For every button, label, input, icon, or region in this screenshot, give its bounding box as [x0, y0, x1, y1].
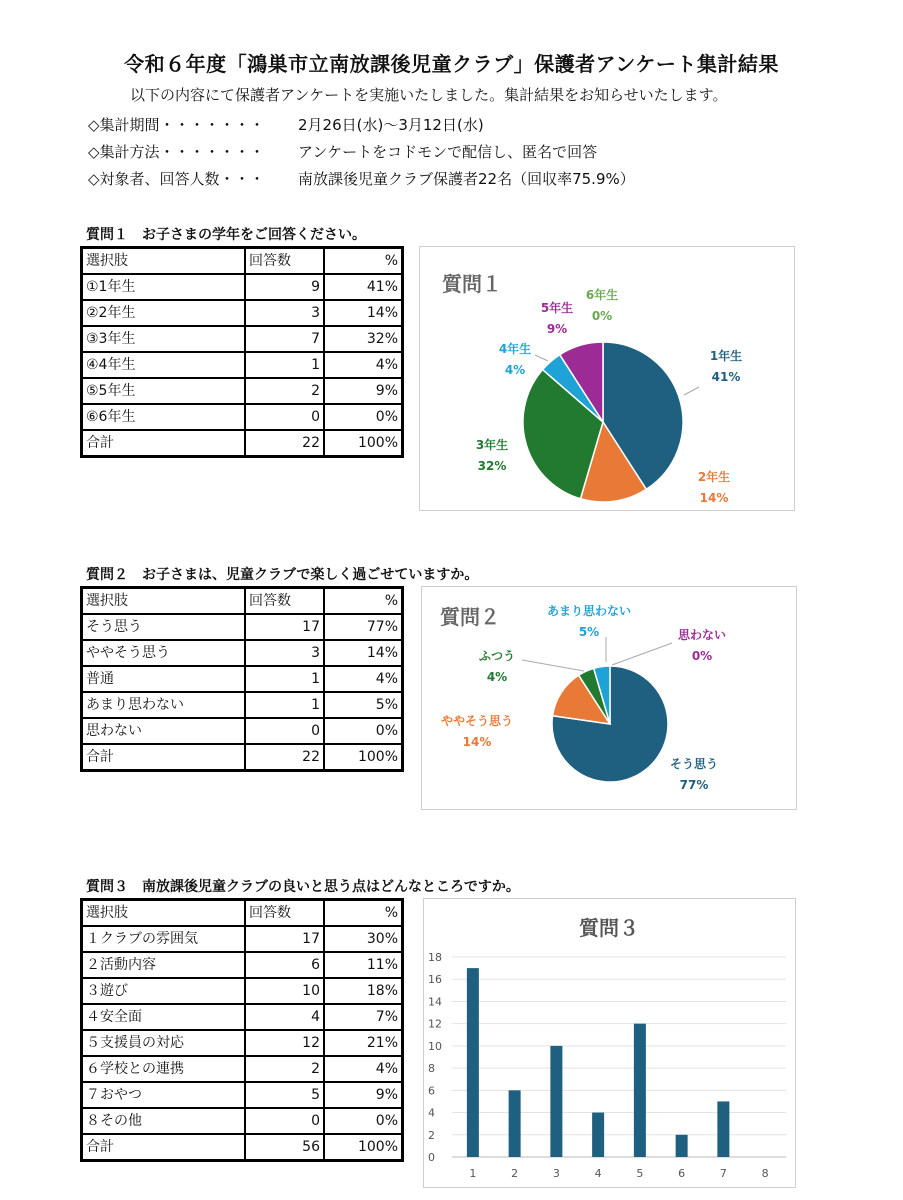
- slice-pct-label: 5%: [578, 625, 600, 639]
- slice-label: 1年生: [709, 349, 743, 363]
- cell-pct: 30%: [324, 926, 403, 952]
- cell-count: 6: [245, 952, 324, 978]
- cell-count: 7: [245, 326, 324, 352]
- q2-question: 質問２ お子さまは、児童クラブで楽しく過ごせていますか。: [86, 567, 479, 583]
- cell-option: ⑤5年生: [82, 378, 246, 404]
- y-tick-label: 12: [428, 1017, 442, 1031]
- cell-pct: 0%: [324, 718, 403, 744]
- info-target: [88, 168, 635, 189]
- q2-chart-panel: [421, 586, 797, 810]
- cell-pct: 18%: [324, 978, 403, 1004]
- cell-pct: 77%: [324, 614, 403, 640]
- slice-label: 6年生: [585, 288, 619, 302]
- cell-option: 合計: [82, 1134, 246, 1161]
- table-row: [82, 274, 403, 300]
- cell-pct: 14%: [324, 640, 403, 666]
- cell-option: あまり思わない: [82, 692, 246, 718]
- slice-pct-label: 14%: [699, 491, 729, 505]
- table-row: [82, 718, 403, 744]
- table-row: [82, 1030, 403, 1056]
- cell-pct: 32%: [324, 326, 403, 352]
- cell-count: 1: [245, 666, 324, 692]
- cell-count: 1: [245, 352, 324, 378]
- cell-count: 22: [245, 744, 324, 771]
- table-header-row: [82, 248, 403, 275]
- cell-pct: 7%: [324, 1004, 403, 1030]
- slice-label: 4年生: [498, 342, 532, 356]
- info-value: 2月26日(水)～3月12日(水): [298, 116, 484, 134]
- cell-option: １クラブの雰囲気: [82, 926, 246, 952]
- slice-pct-label: 0%: [591, 309, 613, 323]
- x-tick-label: 3: [552, 1167, 560, 1180]
- cell-option: 思わない: [82, 718, 246, 744]
- leader-line: [522, 660, 584, 671]
- y-tick-label: 10: [428, 1039, 442, 1053]
- cell-option: ４安全面: [82, 1004, 246, 1030]
- leader-line: [612, 643, 672, 665]
- table-row: [82, 1082, 403, 1108]
- y-tick-label: 18: [428, 951, 442, 964]
- q3-question: 質問３ 南放課後児童クラブの良いと思う点はどんなところですか。: [86, 879, 520, 895]
- y-tick-label: 14: [428, 995, 442, 1009]
- bar-1: [467, 968, 479, 1157]
- cell-option: ③3年生: [82, 326, 246, 352]
- cell-option: ６学校との連携: [82, 1056, 246, 1082]
- y-tick-label: 6: [428, 1084, 435, 1098]
- cell-count: 0: [245, 718, 324, 744]
- intro-text: 以下の内容にて保護者アンケートを実施いたしました。集計結果をお知らせいたします。: [130, 86, 728, 104]
- x-tick-label: 6: [678, 1167, 686, 1180]
- cell-option: ややそう思う: [82, 640, 246, 666]
- table-total-row: [82, 430, 403, 457]
- cell-pct: 21%: [324, 1030, 403, 1056]
- cell-pct: 100%: [324, 744, 403, 771]
- slice-label: あまり思わない: [546, 604, 632, 618]
- q1-question: 質問１ お子さまの学年をご回答ください。: [86, 227, 366, 243]
- header-cell: 選択肢: [82, 900, 246, 927]
- info-value: 南放課後児童クラブ保護者22名（回収率75.9%）: [298, 170, 635, 188]
- info-value: アンケートをコドモンで配信し、匿名で回答: [298, 143, 598, 161]
- table-row: [82, 692, 403, 718]
- table-row: [82, 952, 403, 978]
- table-row: [82, 666, 403, 692]
- x-tick-label: 5: [636, 1167, 644, 1180]
- cell-option: ８その他: [82, 1108, 246, 1134]
- table-row: [82, 326, 403, 352]
- header-cell: 選択肢: [82, 248, 246, 275]
- cell-option: ３遊び: [82, 978, 246, 1004]
- cell-pct: 9%: [324, 378, 403, 404]
- info-period: [88, 114, 484, 135]
- q2-pie-chart: [422, 587, 796, 809]
- cell-count: 12: [245, 1030, 324, 1056]
- cell-count: 9: [245, 274, 324, 300]
- y-tick-label: 8: [428, 1062, 435, 1076]
- cell-pct: 11%: [324, 952, 403, 978]
- header-cell: 回答数: [245, 900, 324, 927]
- header-cell: 回答数: [245, 588, 324, 615]
- cell-count: 0: [245, 404, 324, 430]
- cell-pct: 41%: [324, 274, 403, 300]
- cell-pct: 0%: [324, 404, 403, 430]
- table-row: [82, 1108, 403, 1134]
- header-cell: 回答数: [245, 248, 324, 275]
- cell-count: 3: [245, 300, 324, 326]
- cell-count: 3: [245, 640, 324, 666]
- table-row: [82, 1056, 403, 1082]
- slice-label: 5年生: [540, 301, 574, 315]
- bar-7: [717, 1101, 729, 1157]
- y-tick-label: 16: [428, 973, 442, 987]
- cell-count: 0: [245, 1108, 324, 1134]
- info-label: ◇集計方法・・・・・・・: [88, 143, 265, 161]
- header-cell: 選択肢: [82, 588, 246, 615]
- x-tick-label: 4: [594, 1167, 602, 1180]
- chart-title: 質問３: [579, 916, 639, 940]
- slice-pct-label: 77%: [679, 778, 709, 792]
- table-total-row: [82, 1134, 403, 1161]
- y-tick-label: 0: [428, 1151, 435, 1164]
- info-label: ◇対象者、回答人数・・・: [88, 170, 265, 188]
- slice-pct-label: 4%: [504, 363, 526, 377]
- slice-pct-label: 14%: [462, 735, 492, 749]
- header-cell: %: [324, 248, 403, 275]
- leader-line: [535, 355, 548, 361]
- cell-count: 56: [245, 1134, 324, 1161]
- cell-count: 17: [245, 614, 324, 640]
- q2-table: [80, 586, 404, 772]
- table-row: [82, 926, 403, 952]
- chart-title: 質問１: [442, 272, 502, 296]
- cell-option: ①1年生: [82, 274, 246, 300]
- cell-count: 10: [245, 978, 324, 1004]
- slice-label: 3年生: [475, 438, 509, 452]
- table-row: [82, 378, 403, 404]
- q1-chart-panel: [419, 246, 795, 511]
- bar-4: [592, 1113, 604, 1157]
- header-cell: %: [324, 900, 403, 927]
- q3-bar-chart: [424, 899, 795, 1187]
- slice-pct-label: 32%: [477, 459, 507, 473]
- info-method: [88, 141, 597, 162]
- slice-label: 2年生: [697, 470, 731, 484]
- cell-option: ④4年生: [82, 352, 246, 378]
- slice-label: ふつう: [478, 649, 516, 663]
- slice-label: ややそう思う: [440, 714, 514, 728]
- bar-5: [634, 1024, 646, 1157]
- cell-pct: 14%: [324, 300, 403, 326]
- cell-count: 22: [245, 430, 324, 457]
- cell-option: ７おやつ: [82, 1082, 246, 1108]
- q1-table: [80, 246, 404, 458]
- y-tick-label: 4: [428, 1106, 435, 1120]
- cell-count: 4: [245, 1004, 324, 1030]
- cell-option: ２活動内容: [82, 952, 246, 978]
- cell-pct: 4%: [324, 666, 403, 692]
- slice-label: そう思う: [669, 757, 719, 771]
- table-row: [82, 978, 403, 1004]
- cell-count: 5: [245, 1082, 324, 1108]
- table-row: [82, 614, 403, 640]
- bar-3: [550, 1046, 562, 1157]
- slice-pct-label: 9%: [546, 322, 568, 336]
- bar-6: [676, 1135, 688, 1157]
- cell-pct: 100%: [324, 1134, 403, 1161]
- cell-pct: 4%: [324, 1056, 403, 1082]
- q1-pie-chart: [420, 247, 794, 510]
- slice-pct-label: 0%: [691, 649, 713, 663]
- table-row: [82, 300, 403, 326]
- cell-option: ５支援員の対応: [82, 1030, 246, 1056]
- cell-option: 普通: [82, 666, 246, 692]
- q3-table: [80, 898, 404, 1162]
- cell-option: 合計: [82, 430, 246, 457]
- slice-label: 思わない: [677, 628, 727, 642]
- cell-option: ②2年生: [82, 300, 246, 326]
- cell-pct: 4%: [324, 352, 403, 378]
- slice-pct-label: 41%: [711, 370, 741, 384]
- slice-pct-label: 4%: [486, 670, 508, 684]
- chart-title: 質問２: [440, 605, 500, 629]
- table-row: [82, 1004, 403, 1030]
- cell-count: 2: [245, 378, 324, 404]
- cell-pct: 5%: [324, 692, 403, 718]
- x-tick-label: 2: [511, 1167, 519, 1180]
- header-cell: %: [324, 588, 403, 615]
- x-tick-label: 1: [469, 1167, 477, 1180]
- table-total-row: [82, 744, 403, 771]
- cell-pct: 100%: [324, 430, 403, 457]
- cell-count: 17: [245, 926, 324, 952]
- info-label: ◇集計期間・・・・・・・: [88, 116, 265, 134]
- table-row: [82, 640, 403, 666]
- table-header-row: [82, 900, 403, 927]
- cell-count: 1: [245, 692, 324, 718]
- q3-chart-panel: [423, 898, 796, 1188]
- page-title: 令和６年度「鴻巣市立南放課後児童クラブ」保護者アンケート集計結果: [124, 52, 779, 76]
- cell-count: 2: [245, 1056, 324, 1082]
- cell-option: そう思う: [82, 614, 246, 640]
- leader-line: [684, 387, 699, 395]
- table-row: [82, 404, 403, 430]
- cell-option: ⑥6年生: [82, 404, 246, 430]
- x-tick-label: 8: [761, 1167, 769, 1180]
- table-header-row: [82, 588, 403, 615]
- cell-pct: 0%: [324, 1108, 403, 1134]
- y-tick-label: 2: [428, 1128, 435, 1142]
- cell-option: 合計: [82, 744, 246, 771]
- cell-pct: 9%: [324, 1082, 403, 1108]
- bar-2: [509, 1090, 521, 1157]
- x-tick-label: 7: [719, 1167, 727, 1180]
- table-row: [82, 352, 403, 378]
